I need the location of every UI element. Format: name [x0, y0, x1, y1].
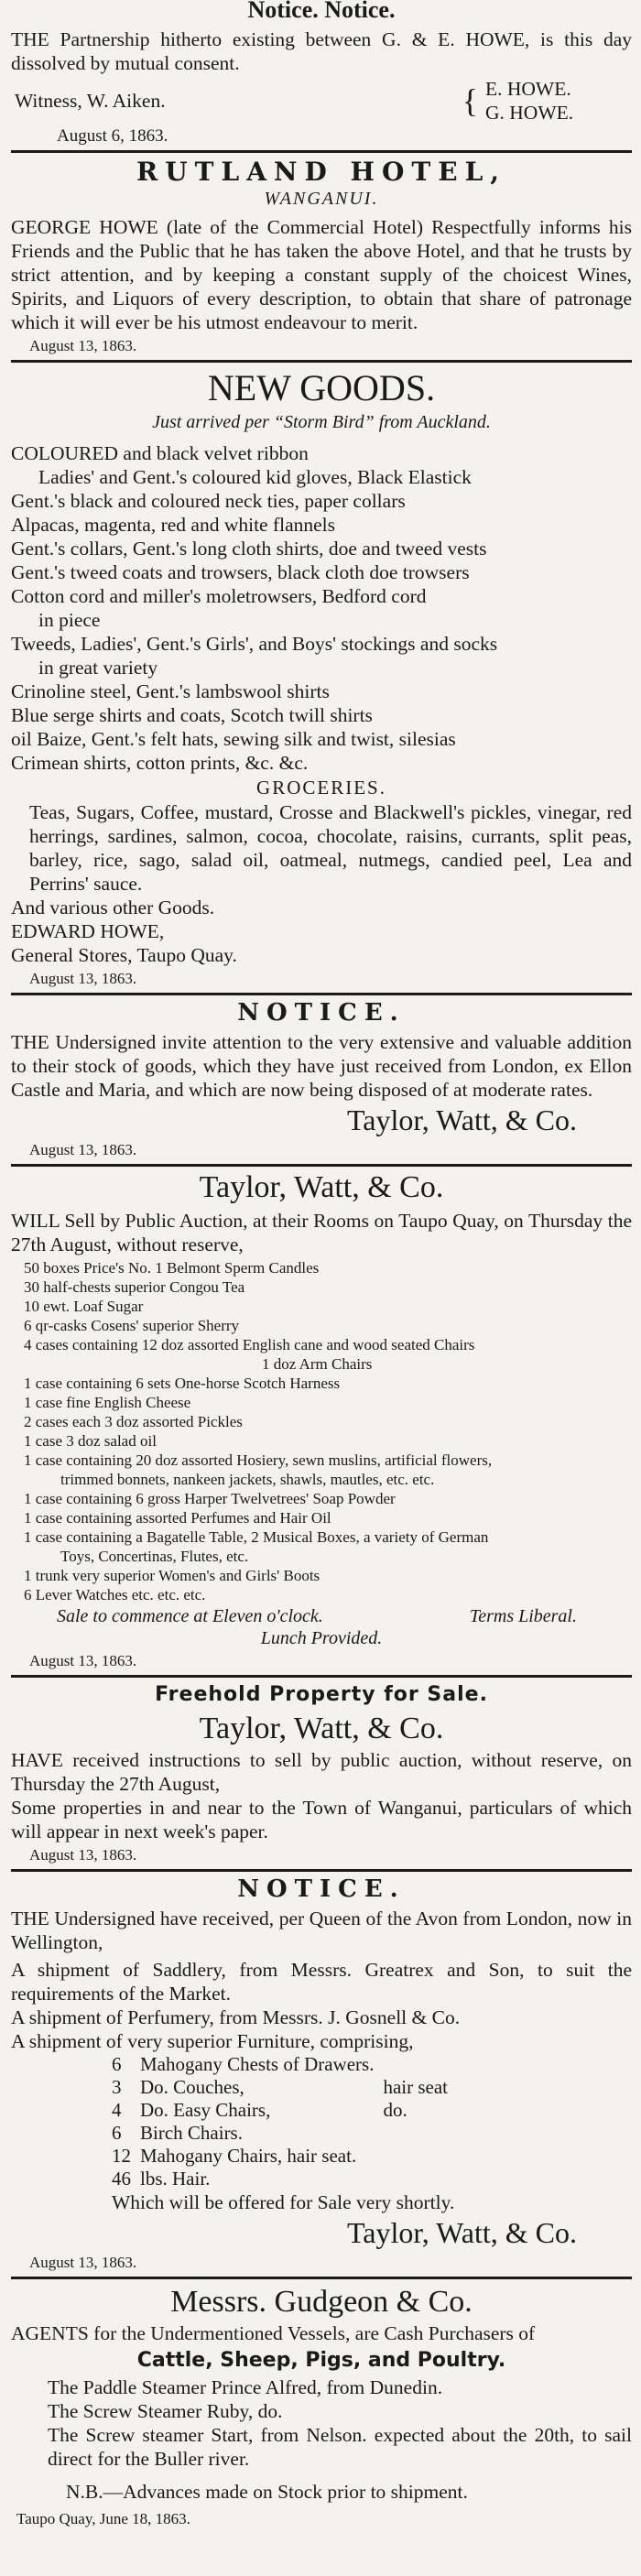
goods-line: Gent.'s collars, Gent.'s long cloth shirts, doe and tweed vests [11, 538, 487, 560]
rutland-hotel-ad [11, 153, 632, 356]
signatory: E. HOWE. [485, 78, 571, 100]
groceries-text: Teas, Sugars, Coffee, mustard, Crosse and Blackwell's pickles, vinegar, red herrings, sardines, salmon, cocoa, chocolate, raisins, currants, split peas, barley, rice, sago, salad oil, oatmeal, nutmegs, candied peel, Lea and Perrins' sauce. [29, 801, 632, 895]
furniture-row [112, 2168, 457, 2190]
furniture-rows [112, 2053, 457, 2190]
gudgeon-ad [11, 2279, 632, 2529]
saddlery-line: A shipment of Saddlery, from Messrs. Greatrex and Son, to suit the requirements of the Market. [11, 1959, 632, 2005]
ad-location: WANGANUI. [264, 189, 379, 209]
date: August 13, 1863. [29, 1652, 137, 1669]
auction-item: 1 case containing 6 sets One-horse Scotch Harness [24, 1375, 341, 1392]
date: August 13, 1863. [29, 970, 137, 987]
auction-item: 4 cases containing 12 doz assorted English cane and wood seated Chairs [24, 1336, 475, 1353]
furniture-cell [383, 2122, 457, 2145]
furniture-cell: 12 [112, 2145, 131, 2167]
furniture-cell: Do. Easy Chairs, [140, 2099, 271, 2121]
furniture-cell: hair seat [383, 2076, 448, 2098]
furniture-cell: Birch Chairs. [140, 2122, 243, 2144]
partnership-notice [11, 0, 632, 147]
auction-item: 6 Lever Watches etc. etc. etc. [24, 1586, 206, 1603]
auction-item: 50 boxes Price's No. 1 Belmont Sperm Candles [24, 1259, 320, 1277]
goods-line: Gent.'s tweed coats and trowsers, black cloth doe trowsers [11, 561, 470, 583]
auction-item: 30 half-chests superior Congou Tea [24, 1278, 245, 1296]
ad-title: Taylor, Watt, & Co. [199, 1712, 444, 1745]
notice-extensive-stock [11, 995, 632, 1160]
freehold-property-ad [11, 1678, 632, 1865]
ad-heading: NOTICE. [237, 1875, 406, 1903]
furniture-cell: Mahogany Chests of Drawers. [140, 2053, 375, 2075]
vessel-line: The Screw steamer Start, from Nelson. expected about the 20th, to sail direct for the Buller river. [48, 2424, 632, 2470]
auction-item: 2 cases each 3 doz assorted Pickles [24, 1413, 243, 1430]
date: August 13, 1863. [29, 2254, 137, 2271]
furniture-row [112, 2076, 457, 2099]
ad-text: HAVE received instructions to sell by public auction, without reserve, on Thursday the 27th August, [11, 1749, 632, 1795]
goods-line: Crinoline steel, Gent.'s lambswool shirts [11, 680, 330, 702]
goods-line: Tweeds, Ladies', Gent.'s Girls', and Boys' stockings and socks [11, 633, 498, 655]
goods-line: Ladies' and Gent.'s coloured kid gloves, Black Elastick [38, 466, 472, 488]
auction-item: 6 qr-casks Cosens' superior Sherry [24, 1317, 240, 1334]
goods-line: Crimean shirts, cotton prints, &c. &c. [11, 752, 309, 774]
ad-title: RUTLAND HOTEL, [136, 157, 507, 187]
ad-heading: NOTICE. [237, 999, 406, 1027]
brace-glyph: { [462, 82, 478, 119]
ad-text: AGENTS for the Undermentioned Vessels, are Cash Purchasers of [11, 2322, 536, 2344]
auction-item: 1 case containing 6 gross Harper Twelvetrees' Soap Powder [24, 1490, 396, 1507]
furniture-cell [383, 2145, 457, 2168]
ad-subtitle: Just arrived per “Storm Bird” from Auckland. [152, 412, 491, 432]
furniture-row [112, 2099, 457, 2122]
goods-line: Gent.'s black and coloured neck ties, paper collars [11, 490, 406, 512]
furniture-cell: 3 [112, 2076, 122, 2098]
auction-item: 1 case containing assorted Perfumes and Hair Oil [24, 1509, 331, 1527]
ad-text: THE Undersigned have received, per Queen of the Avon from London, now in Wellington, [11, 1908, 632, 1953]
goods-line: Cotton cord and miller's moletrowsers, Bedford cord [11, 585, 427, 607]
auction-item: 1 case fine English Cheese [24, 1394, 191, 1411]
vessel-line: The Screw Steamer Ruby, do. [48, 2400, 283, 2422]
ad-title: NEW GOODS. [207, 367, 436, 408]
furniture-row [112, 2122, 457, 2145]
auction-item: Toys, Concertinas, Flutes, etc. [60, 1548, 249, 1565]
perfumery-line: A shipment of Perfumery, from Messrs. J. Gosnell & Co. [11, 2006, 461, 2028]
goods-line: Alpacas, magenta, red and white flannels [11, 514, 336, 536]
furniture-row [112, 2053, 457, 2076]
ad-heading: Freehold Property for Sale. [155, 1683, 488, 1706]
auction-item: 10 ewt. Loaf Sugar [24, 1298, 144, 1315]
goods-line: in great variety [38, 657, 158, 679]
auction-item: 1 doz Arm Chairs [262, 1355, 373, 1373]
goods-line: in piece [38, 609, 101, 631]
nb-line: N.B.—Advances made on Stock prior to shipment. [66, 2481, 468, 2503]
furniture-cell [383, 2053, 457, 2076]
ad-intro: WILL Sell by Public Auction, at their Rooms on Taupo Quay, on Thursday the 27th August, without reserve, [11, 1210, 632, 1255]
furniture-cell: Mahogany Chairs, hair seat. [140, 2145, 357, 2167]
notice-heading: Notice. Notice. [247, 0, 396, 23]
date: August 13, 1863. [29, 337, 137, 354]
date: August 6, 1863. [57, 126, 168, 146]
auction-item: 1 trunk very superior Women's and Girls' Boots [24, 1567, 320, 1584]
groceries-heading: GROCERIES. [256, 777, 386, 799]
furniture-row [112, 2145, 457, 2168]
auction-item: 1 case containing a Bagatelle Table, 2 Musical Boxes, a variety of German [24, 1528, 489, 1546]
furniture-table [112, 2053, 457, 2190]
auction-item: trimmed bonnets, nankeen jackets, shawls, mautles, etc. etc. [60, 1471, 435, 1488]
vessel-line: The Paddle Steamer Prince Alfred, from Dunedin. [48, 2376, 443, 2398]
ad-title: Messrs. Gudgeon & Co. [170, 2285, 473, 2319]
signature: Taylor, Watt, & Co. [346, 1103, 577, 1136]
furniture-cell: 4 [112, 2099, 122, 2121]
auction-item: 1 case containing 20 doz assorted Hosiery, sewn muslins, artificial flowers, [24, 1451, 493, 1469]
new-goods-ad [11, 363, 632, 989]
goods-line: oil Baize, Gent.'s felt hats, sewing silk and twist, silesias [11, 728, 456, 750]
signature: Taylor, Watt, & Co. [346, 2216, 577, 2249]
closing-line: Which will be offered for Sale very shortly. [112, 2191, 455, 2213]
ad-text: THE Undersigned invite attention to the very extensive and valuable addition to their stock of goods, which they have just received from London, ex Ellon Castle and Maria, and which are now being disposed of at moderate rates. [11, 1031, 632, 1101]
date: August 13, 1863. [29, 1141, 137, 1158]
signature-sub: General Stores, Taupo Quay. [11, 944, 237, 966]
ad-text: GEORGE HOWE (late of the Commercial Hotel) Respectfully informs his Friends and the Public that he has taken the above Hotel, and that he trusts by strict attention, and by keeping a constant supply of the choicest Wines, Spirits, and Liquors of every description, to obtain that share of patronage which it will ever be his utmost endeavour to merit. [11, 216, 632, 333]
goods-line: Cattle, Sheep, Pigs, and Poultry. [136, 2349, 506, 2372]
furniture-cell [383, 2168, 457, 2190]
furniture-cell: 46 [112, 2168, 131, 2190]
date: Taupo Quay, June 18, 1863. [16, 2510, 190, 2527]
ad-text-2: Some properties in and near to the Town of Wanganui, particulars of which will appear in next week's paper. [11, 1797, 632, 1842]
furniture-line: A shipment of very superior Furniture, comprising, [11, 2030, 414, 2052]
furniture-cell: 6 [112, 2122, 122, 2144]
furniture-cell: lbs. Hair. [140, 2168, 211, 2190]
furniture-cell: Do. Couches, [140, 2076, 244, 2098]
witness: Witness, W. Aiken. [15, 90, 166, 112]
shipment-notice [11, 1872, 632, 2273]
auction-item: 1 case 3 doz salad oil [24, 1432, 157, 1450]
furniture-cell: do. [383, 2099, 407, 2121]
furniture-cell: 6 [112, 2053, 122, 2075]
lunch-note: Lunch Provided. [260, 1628, 383, 1648]
sale-note: Sale to commence at Eleven o'clock. [57, 1606, 323, 1626]
ad-title: Taylor, Watt, & Co. [199, 1170, 444, 1204]
date: August 13, 1863. [29, 1846, 137, 1864]
goods-line: COLOURED and black velvet ribbon [11, 442, 309, 464]
signature: EDWARD HOWE, [11, 920, 165, 942]
other-goods: And various other Goods. [11, 897, 215, 918]
terms: Terms Liberal. [469, 1606, 577, 1626]
partnership-text: THE Partnership hitherto existing between G. & E. HOWE, is this day dissolved by mutual consent. [11, 28, 632, 74]
auction-ad [11, 1167, 632, 1671]
signatory: G. HOWE. [485, 102, 574, 124]
goods-line: Blue serge shirts and coats, Scotch twill shirts [11, 704, 373, 726]
